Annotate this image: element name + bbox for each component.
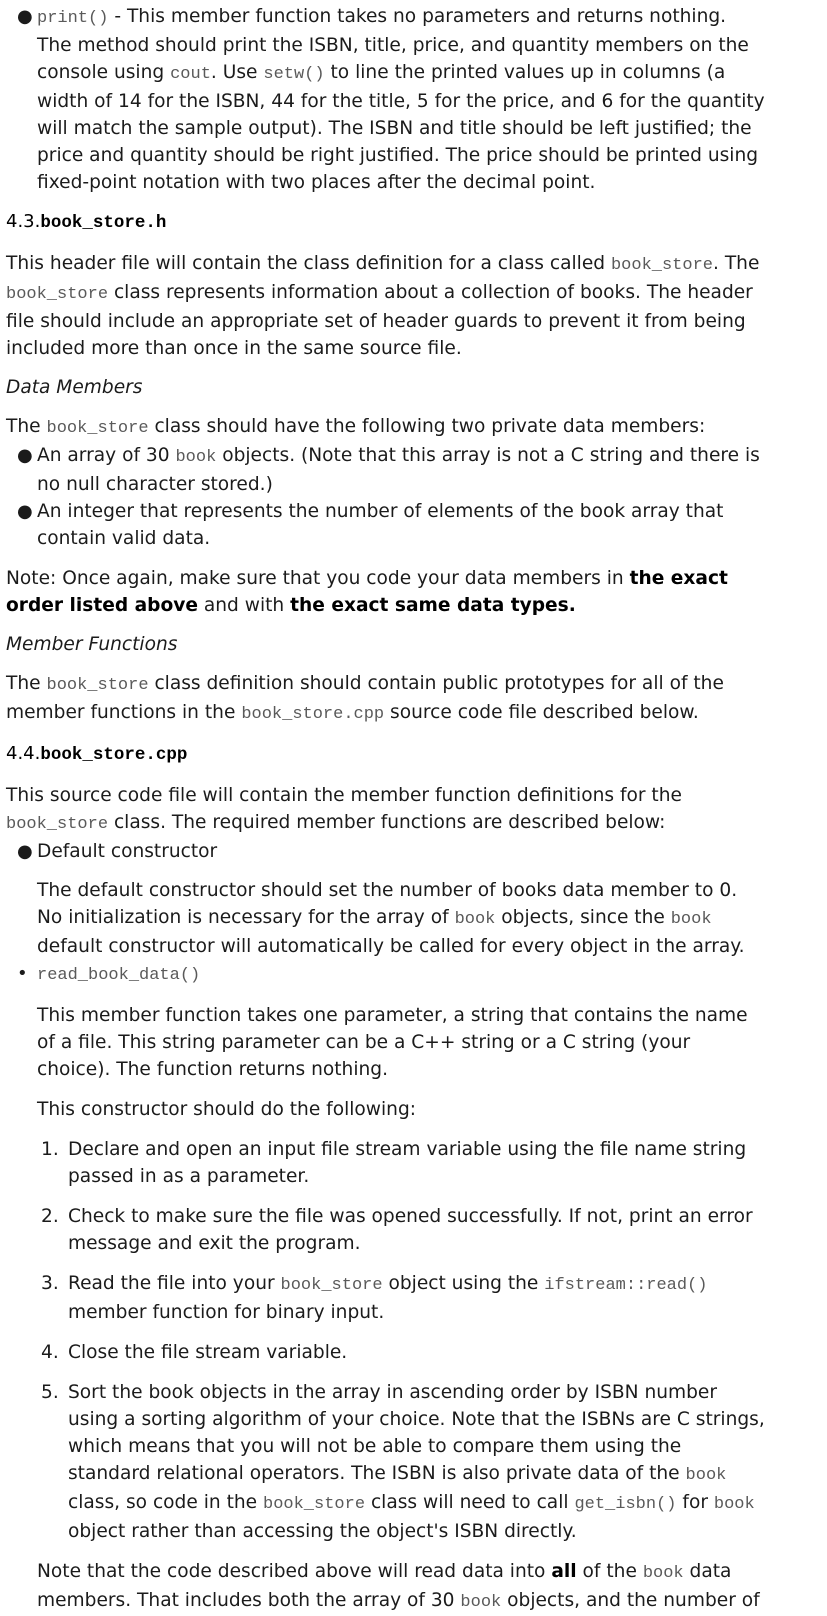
list-item: 2. Check to make sure the file was opened successfully. If not, print an error message and exit the program. — [41, 1206, 753, 1254]
document-body — [6, 3, 766, 1616]
paragraph-header-intro: This header file will contain the class definition for a class called book_store. The book_store class represents information about a collection of books. The header file should include an appropriate set of header guards to prevent it from being included more than once in the same source file. — [6, 253, 760, 359]
paragraph-cpp-intro: This source code file will contain the member function definitions for the book_store class. The required member functions are described below: — [6, 785, 682, 834]
steps-list — [6, 1136, 766, 1545]
list-item: ● Default constructor — [6, 838, 766, 865]
bullet-icon: ● — [17, 841, 33, 862]
list-item: ● An array of 30 book objects. (Note that this array is not a C string and there is no null character stored.) — [6, 442, 766, 498]
list-item: 4. Close the file stream variable. — [41, 1342, 348, 1363]
paragraph-constructor-desc: The default constructor should set the number of books data member to 0. No initialization is necessary for the array of book objects, since the book default constructor will automatically be called for every object in the array. — [37, 880, 745, 957]
list-item: • read_book_data() — [6, 960, 766, 989]
list-item: 5. Sort the book objects in the array in ascending order by ISBN number using a sorting algorithm of your choice. Note that the ISBNs are C strings, which means that you will not be able to compare them using the standard relational operators. The ISBN is also private data of the book class, so code in the book_store class will need to call get_isbn() for book object rather than accessing the object's ISBN directly. — [41, 1382, 765, 1542]
subheading-data-members: Data Members — [6, 377, 143, 398]
list-item: 1. Declare and open an input file stream variable using the file name string passed in as a parameter. — [41, 1139, 747, 1187]
paragraph-note: Note: Once again, make sure that you code your data members in the exact order listed above and with the exact same data types. — [6, 568, 728, 616]
read-function-list — [6, 960, 766, 989]
paragraph-data-members-intro: The book_store class should have the following two private data members: — [6, 416, 706, 438]
subheading-member-functions: Member Functions — [6, 634, 178, 655]
bullet-icon: ● — [17, 6, 33, 27]
list-item: ● print() - This member function takes no parameters and returns nothing. The method should print the ISBN, title, price, and quantity members on the console using cout. Use setw() to line the printed values up in columns (a width of 14 for the ISBN, 44 for the title, 5 for the price, and 6 for the quantity will match the sample output). The ISBN and title should be left justified; the price and quantity should be right justified. The price should be printed using fixed-point notation with two places after the decimal point. — [6, 3, 766, 196]
bullet-icon: • — [17, 963, 28, 984]
section-heading-4-4: 4.4.book_store.cpp — [6, 743, 188, 765]
list-item: 3. Read the file into your book_store object using the ifstream::read() member function for binary input. — [41, 1273, 708, 1323]
bullet-icon: ● — [17, 501, 33, 522]
data-members-list — [6, 442, 766, 552]
print-function-list — [6, 3, 766, 196]
paragraph-closing-note: Note that the code described above will read data into all of the book data members. That includes both the array of 30 book objects, and the number of — [37, 1561, 760, 1612]
bullet-icon: ● — [17, 445, 33, 466]
paragraph-read-desc: This member function takes one parameter, a string that contains the name of a file. This string parameter can be a C++ string or a C string (your choice). The function returns nothing. — [37, 1005, 748, 1080]
section-heading-4-3: 4.3.book_store.h — [6, 211, 167, 233]
constructor-list — [6, 838, 766, 865]
paragraph-member-functions: The book_store class definition should contain public prototypes for all of the member functions in the book_store.cpp source code file described below. — [6, 673, 724, 724]
paragraph-steps-intro: This constructor should do the following: — [37, 1099, 417, 1120]
list-item: ● An integer that represents the number of elements of the book array that contain valid data. — [6, 498, 766, 552]
